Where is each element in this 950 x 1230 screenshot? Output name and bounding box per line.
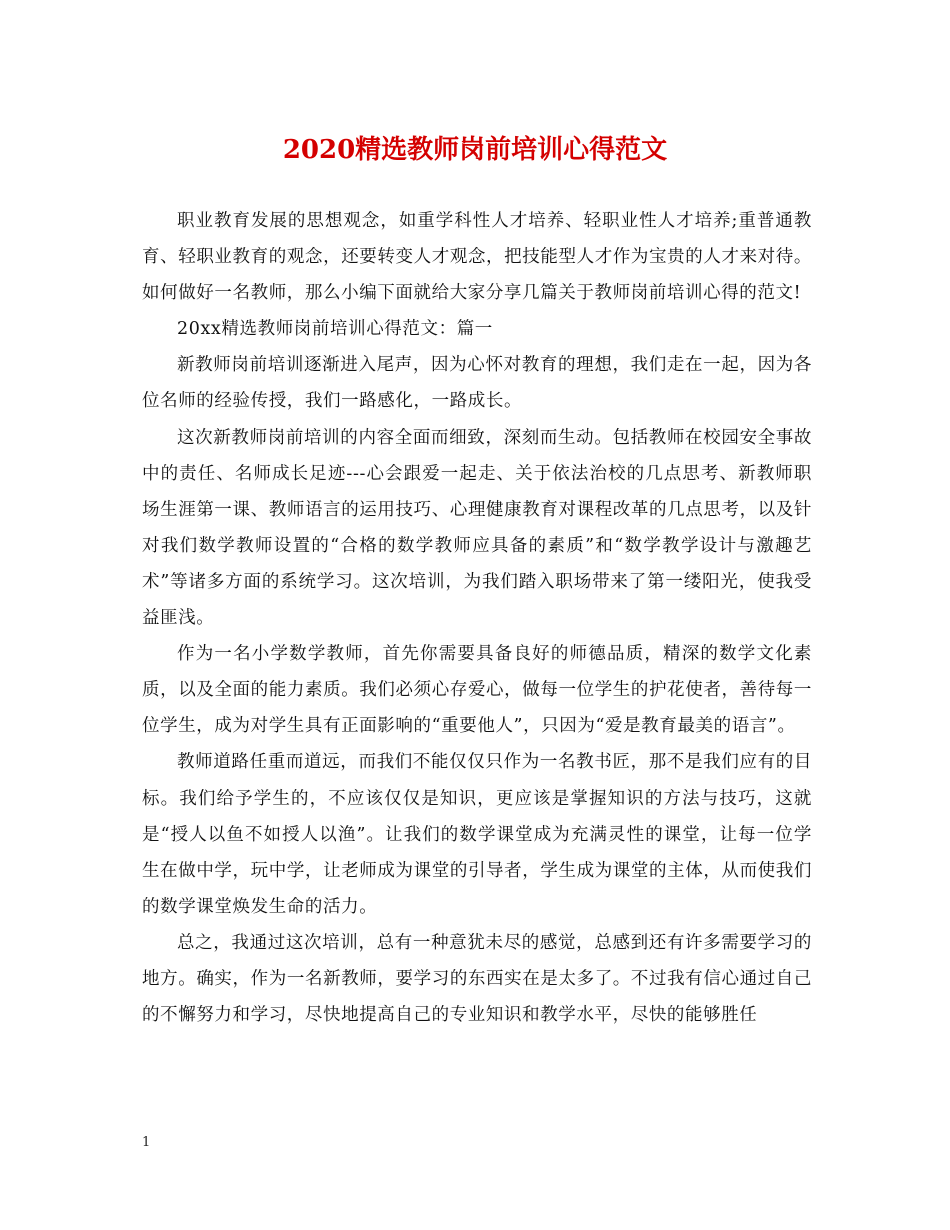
body-paragraph: 这次新教师岗前培训的内容全面而细致，深刻而生动。包括教师在校园安全事故中的责任、名师成长足迹---心会跟爱一起走、关于依法治校的几点思考、新教师职场生涯第一课、教师语言的运用技巧、心理健康教育对课程改革的几点思考，以及针对我们数学教师设置的“合格的数学教师应具备的素质”和“数学教学设计与激趣艺术”等诸多方面的系统学习。这次培训，为我们踏入职场带来了第一缕阳光，使我受益匪浅。 <box>142 427 812 629</box>
body-paragraph: 新教师岗前培训逐渐进入尾声，因为心怀对教育的理想，我们走在一起，因为各位名师的经验传授，我们一路感化，一路成长。 <box>142 355 812 412</box>
document-body <box>142 203 812 1033</box>
intro-paragraph: 职业教育发展的思想观念，如重学科性人才培养、轻职业性人才培养;重普通教育、轻职业教育的观念，还要转变人才观念，把技能型人才作为宝贵的人才来对待。如何做好一名教师，那么小编下面就给大家分享几篇关于教师岗前培训心得的范文! <box>142 211 812 304</box>
section-heading: 20xx精选教师岗前培训心得范文：篇一 <box>177 319 493 340</box>
body-paragraph: 总之，我通过这次培训，总有一种意犹未尽的感觉，总感到还有许多需要学习的地方。确实，作为一名新教师，要学习的东西实在是太多了。不过我有信心通过自己的不懈努力和学习，尽快地提高自己的专业知识和教学水平，尽快的能够胜任 <box>142 932 812 1026</box>
page-number: 1 <box>142 1135 151 1150</box>
body-paragraph: 作为一名小学数学教师，首先你需要具备良好的师德品质，精深的数学文化素质，以及全面的能力素质。我们必须心存爱心，做每一位学生的护花使者，善待每一位学生，成为对学生具有正面影响的“重要他人”，只因为“爱是教育最美的语言”。 <box>142 644 812 737</box>
body-paragraph: 教师道路任重而道远，而我们不能仅仅只作为一名教书匠，那不是我们应有的目标。我们给予学生的，不应该仅仅是知识，更应该是掌握知识的方法与技巧，这就是“授人以鱼不如授人以渔”。让我们的数学课堂成为充满灵性的课堂，让每一位学生在做中学，玩中学，让老师成为课堂的引导者，学生成为课堂的主体，从而使我们的数学课堂焕发生命的活力。 <box>142 752 812 917</box>
document-title: 2020精选教师岗前培训心得范文 <box>282 135 668 165</box>
